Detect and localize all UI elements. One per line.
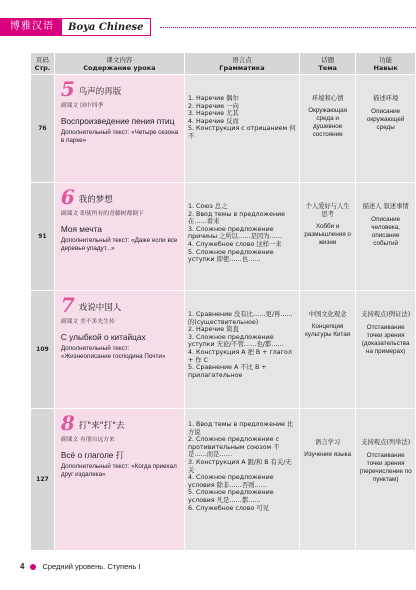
theme-cell [299,409,355,551]
page-number: 76 [31,75,55,183]
bullet-dot-icon [30,564,36,570]
theme-cn: 环境和心情 [311,95,344,102]
grammar-item: 1. Союз 总之 [187,203,228,210]
lesson-extra-ru: Дополнительный текст: «Четыре сезона в парке» [60,129,179,144]
skill-cell [356,183,416,291]
skill-cell [356,409,416,551]
theme-cell [299,291,355,409]
lesson-content [54,75,184,183]
lesson-title-cn: 我的梦想 [78,195,113,205]
footer-level-text: Средний уровень. Ступень I [42,562,141,571]
lesson-number: 6 [60,185,75,209]
lesson-number: 5 [60,77,75,101]
lesson-title-ru: Всё о глаголе 打 [60,450,124,460]
lesson-content [54,291,184,409]
page-number: 91 [31,183,55,291]
grammar-item: 4. Конструкция A 把 B + глагол + 作 C [187,348,292,364]
lesson-content [54,409,184,551]
grammar-item: 2. Ввод темы в предложение 在……看来 [187,210,286,226]
grammar-item: 2. Наречие 简直 [187,326,239,334]
grammar-item: 2. Сложное предложение с противительным союзом 不是……而是…… [187,436,280,459]
book-title-en: Boya Chinese [62,18,151,36]
grammar-item: 1. Сравнение 没有比……更/再……的(существительное) [187,311,293,326]
grammar-list [184,75,299,183]
theme-cell [299,75,355,183]
grammar-item: 6. Служебное слово 可见 [187,504,269,512]
lesson-subtext-cn: 副课文 有朋自远方来 [60,437,115,443]
skill-ru: Отстаивание точки зрения (доказательства на примерах) [361,324,410,355]
col-header-skill: 功能 Навык [356,53,416,75]
col-header-theme: 话题 Тема [299,53,355,75]
lesson-subtext-cn: 副课文 国中四季 [60,103,104,109]
grammar-item: 4. Сложное предложение условия 除非……否则…… [187,474,274,489]
table-row [31,409,416,551]
col-header-page: 页码 Стр. [31,53,55,75]
table-row [31,183,416,291]
lesson-extra-ru: Дополнительный текст: «Когда приехал друг издалека» [60,463,177,478]
lesson-extra-ru: Дополнительный текст: «Даже если все деревья упадут...» [60,237,178,252]
grammar-item: 2. Наречие 一向 [187,102,239,110]
skill-ru: Описание окружающей среды [366,108,405,131]
skill-cn: 描述环境 [373,95,399,102]
theme-cn: 个人爱好与人生思考 [305,203,350,218]
theme-ru: Окружающая среда и душевное состояние [308,107,348,138]
grammar-item: 1. Наречие 偶尔 [187,95,239,102]
lesson-title-cn: 打"来"打"去 [78,421,125,431]
page-number: 109 [31,291,55,409]
col-header-grammar: 语言点 Грамматика [184,53,299,75]
grammar-item: 3. Сложное предложение причины 之所以……是因为…… [187,225,283,241]
theme-ru: Концепция культуры Китая [305,323,351,338]
grammar-item: 3. Наречие 尤其 [187,110,239,118]
page-footer [20,562,140,571]
skill-cn: 支持观点(例证法) [361,311,411,318]
lesson-number: 7 [60,293,75,317]
theme-cell [299,183,355,291]
contents-table [30,52,416,551]
col-header-content: 课文内容 Содержание урока [54,53,184,75]
skill-ru: Отстаивание точки зрения (перечисление по пунктам) [359,452,412,483]
grammar-item: 5. Сложное предложение условия 凡是……都…… [187,489,274,504]
lesson-title-ru: Моя мечта [60,224,102,234]
lesson-extra-ru: Дополнительный текст: «Жизнеописание господина Почти» [60,345,166,360]
grammar-item: 3. Конструкция A 跟/和 B 有关/无关 [187,458,292,474]
grammar-item: 5. Сложное предложение уступки 即使……也…… [187,248,274,264]
grammar-list [184,183,299,291]
lesson-number: 8 [60,411,75,435]
table-row [31,291,416,409]
page-number: 127 [31,409,55,551]
lesson-title-ru: Воспроизведение пения птиц [60,116,175,126]
skill-cn: 支持观点(列举法) [361,439,411,446]
grammar-item: 5. Конструкция с отрицанием 何不 [187,125,296,140]
grammar-item: 1. Ввод темы в предложение 比方说 [187,421,294,436]
book-title-cn: 博雅汉语 [0,18,62,36]
grammar-item: 4. Служебное слово 这样一来 [187,240,282,248]
lesson-title-cn: 戏说中国人 [78,303,122,313]
grammar-item: 3. Сложное предложение уступки 无论/不管……也/都…… [187,333,284,349]
theme-ru: Изучение языка [304,451,351,458]
grammar-item: 5. Сравнение A 不比 B + прилагательное [187,364,267,379]
skill-ru: Описание человека, описание событий [371,216,401,247]
theme-cn: 语言学习 [315,439,341,446]
table-header-row [31,53,416,75]
lesson-title-ru: С улыбкой о китайцах [60,332,146,342]
theme-cn: 中国文化观念 [308,311,347,318]
table-row [31,75,416,183]
header-divider [160,27,416,28]
theme-ru: Хобби и размышления о жизни [304,223,351,246]
footer-page-number: 4 [20,562,25,571]
grammar-list [184,291,299,409]
grammar-item: 4. Наречие 反而 [187,117,239,125]
skill-cell [356,291,416,409]
lesson-subtext-cn: 副课文 即使所有的青藤树都倒下 [60,211,144,217]
lesson-title-cn: 鸟声的再版 [78,87,122,97]
lesson-content [54,183,184,291]
grammar-list [184,409,299,551]
lesson-subtext-cn: 副课文 差不多先生传 [60,319,115,325]
skill-cn: 描述人 叙述事情 [362,203,409,210]
book-header [0,18,151,36]
skill-cell [356,75,416,183]
